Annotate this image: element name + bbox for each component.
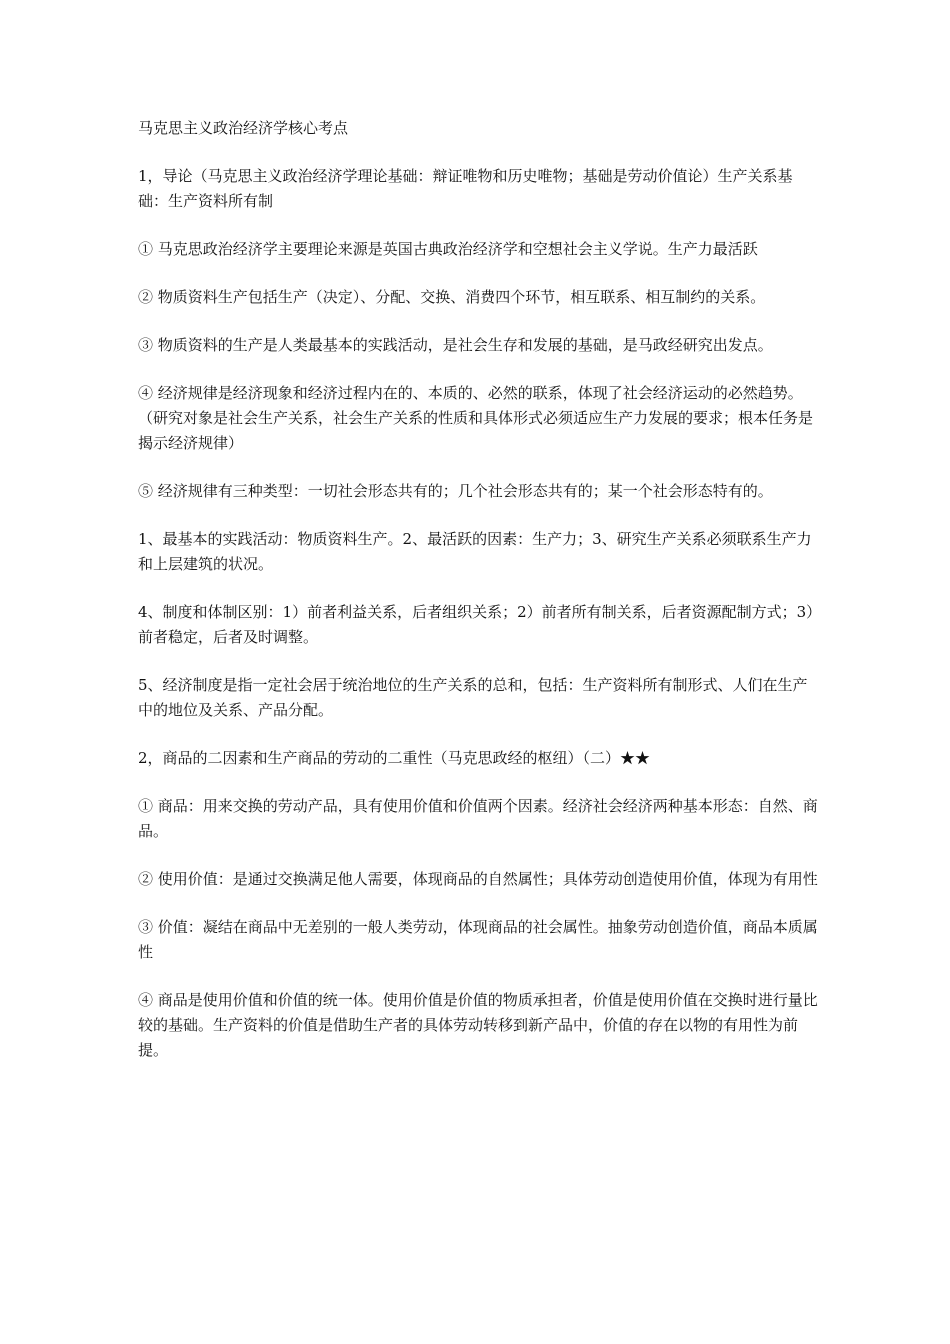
paragraph-14: ④ 商品是使用价值和价值的统一体。使用价值是价值的物质承担者，价值是使用价值在交换时进行量比较的基础。生产资料的价值是借助生产者的具体劳动转移到新产品中，价值的存在以物的有用性为前提。 xyxy=(138,991,818,1059)
section-heading-2: 2，商品的二因素和生产商品的劳动的二重性（马克思政经的枢纽）（二）★★ xyxy=(138,749,651,767)
paragraph-5: ④ 经济规律是经济现象和经济过程内在的、本质的、必然的联系，体现了社会经济运动的必然趋势。（研究对象是社会生产关系，社会生产关系的性质和具体形式必须适应生产力发展的要求；根本任务是揭示经济规律） xyxy=(138,384,814,452)
paragraph-1: 1，导论（马克思主义政治经济学理论基础：辩证唯物和历史唯物；基础是劳动价值论）生产关系基础：生产资料所有制 xyxy=(138,167,793,210)
paragraph-2: ① 马克思政治经济学主要理论来源是英国古典政治经济学和空想社会主义学说。生产力最活跃 xyxy=(138,240,758,258)
document-title: 马克思主义政治经济学核心考点 xyxy=(138,119,349,137)
paragraph-9: 5、经济制度是指一定社会居于统治地位的生产关系的总和，包括：生产资料所有制形式、人们在生产中的地位及关系、产品分配。 xyxy=(138,676,808,719)
paragraph-6: ⑤ 经济规律有三种类型：一切社会形态共有的；几个社会形态共有的；某一个社会形态特有的。 xyxy=(138,482,773,500)
paragraph-8: 4、制度和体制区别：1）前者利益关系，后者组织关系；2）前者所有制关系，后者资源配制方式；3）前者稳定，后者及时调整。 xyxy=(138,603,822,646)
paragraph-3: ② 物质资料生产包括生产（决定）、分配、交换、消费四个环节，相互联系、相互制约的关系。 xyxy=(138,288,766,306)
paragraph-13: ③ 价值：凝结在商品中无差别的一般人类劳动，体现商品的社会属性。抽象劳动创造价值，商品本质属性 xyxy=(138,918,818,961)
paragraph-11: ① 商品：用来交换的劳动产品，具有使用价值和价值两个因素。经济社会经济两种基本形态：自然、商品。 xyxy=(138,797,818,840)
paragraph-7: 1、最基本的实践活动：物质资料生产。2、最活跃的因素：生产力；3、研究生产关系必须联系生产力和上层建筑的状况。 xyxy=(138,530,812,573)
paragraph-4: ③ 物质资料的生产是人类最基本的实践活动，是社会生存和发展的基础，是马政经研究出发点。 xyxy=(138,336,773,354)
paragraph-12: ② 使用价值：是通过交换满足他人需要，体现商品的自然属性；具体劳动创造使用价值，体现为有用性 xyxy=(138,870,818,888)
